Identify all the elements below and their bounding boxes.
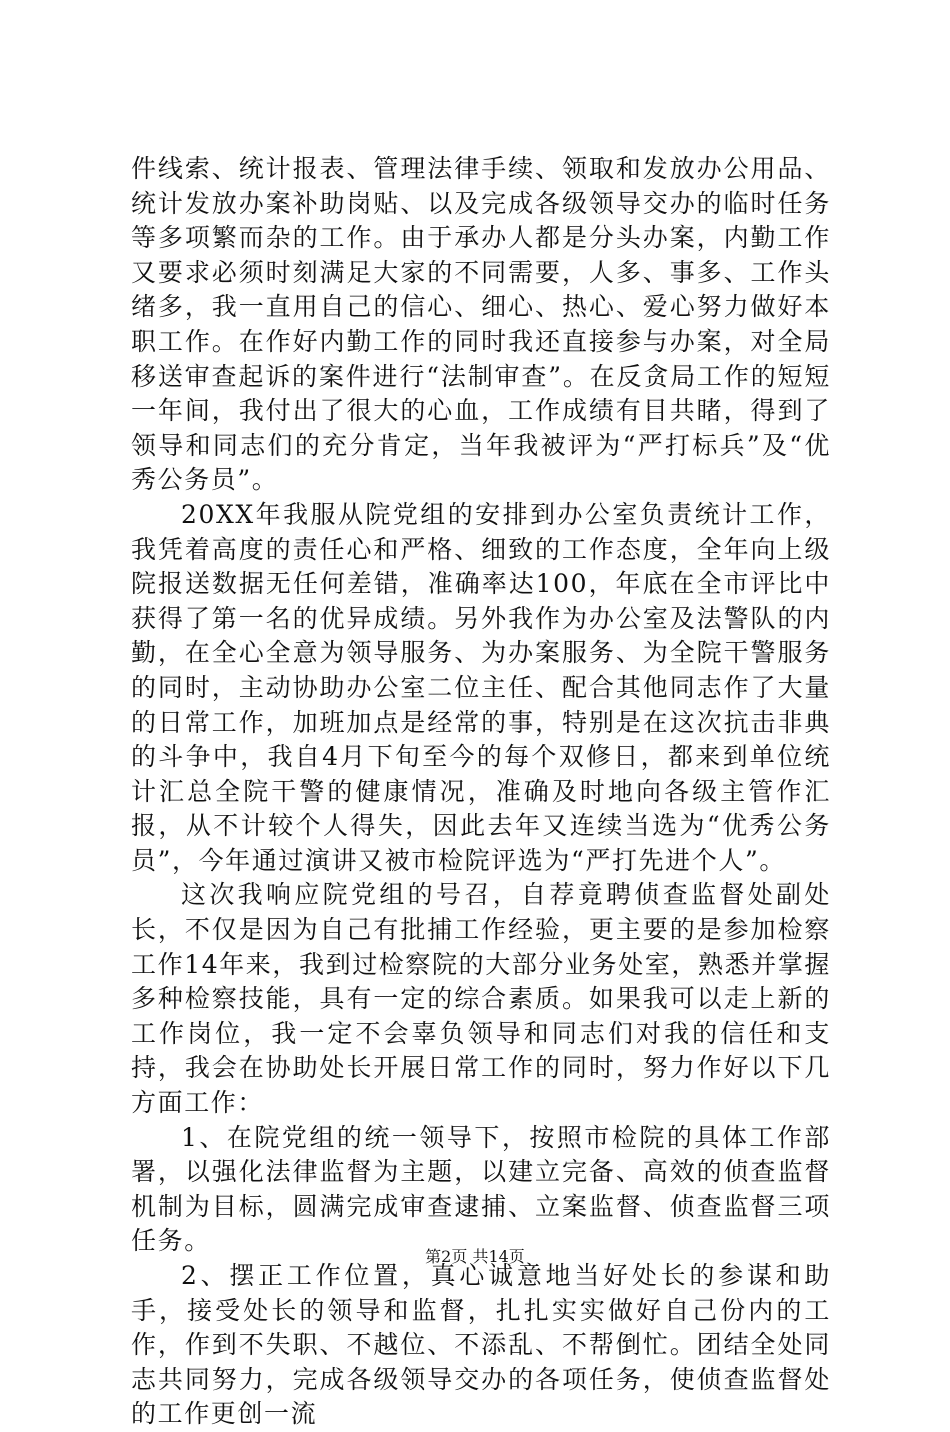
paragraph-4: 1、在院党组的统一领导下，按照市检院的具体工作部署，以强化法律监督为主题，以建立完备、高效的侦查监督机制为目标，圆满完成审查逮捕、立案监督、侦查监督三项任务。 bbox=[131, 1122, 831, 1256]
paragraph-5: 2、摆正工作位置，真心诚意地当好处长的参谋和助手，接受处长的领导和监督，扎扎实实做好自己份内的工作，作到不失职、不越位、不添乱、不帮倒忙。团结全处同志共同努力，完成各级领导交办的各项任务，使侦查监督处的工作更创一流 bbox=[131, 1261, 831, 1429]
page-number-footer: 第2页 共14页 bbox=[425, 1247, 525, 1266]
document-body bbox=[131, 152, 831, 1432]
paragraph-2: 20XX年我服从院党组的安排到办公室负责统计工作，我凭着高度的责任心和严格、细致的工作态度，全年向上级院报送数据无任何差错，准确率达100，年底在全市评比中获得了第一名的优异成绩。另外我作为办公室及法警队的内勤，在全心全意为领导服务、为办案服务、为全院干警服务的同时，主动协助办公室二位主任、配合其他同志作了大量的日常工作，加班加点是经常的事，特别是在这次抗击非典的斗争中，我自4月下旬至今的每个双修日，都来到单位统计汇总全院干警的健康情况，准确及时地向各级主管作汇报，从不计较个人得失，因此去年又连续当选为“优秀公务员”，今年通过演讲又被市检院评选为“严打先进个人”。 bbox=[131, 499, 831, 875]
paragraph-1: 件线索、统计报表、管理法律手续、领取和发放办公用品、统计发放办案补助岗贴、以及完成各级领导交办的临时任务等多项繁而杂的工作。由于承办人都是分头办案，内勤工作又要求必须时刻满足大家的不同需要，人多、事多、工作头绪多，我一直用自己的信心、细心、热心、爱心努力做好本职工作。在作好内勤工作的同时我还直接参与办案，对全局移送审查起诉的案件进行“法制审查”。在反贪局工作的短短一年间，我付出了很大的心血，工作成绩有目共睹，得到了领导和同志们的充分肯定，当年我被评为“严打标兵”及“优秀公务员”。 bbox=[131, 154, 831, 495]
paragraph-3: 这次我响应院党组的号召，自荐竟聘侦查监督处副处长，不仅是因为自己有批捕工作经验，更主要的是参加检察工作14年来，我到过检察院的大部分业务处室，熟悉并掌握多种检察技能，具有一定的综合素质。如果我可以走上新的工作岗位，我一定不会辜负领导和同志们对我的信任和支持，我会在协助处长开展日常工作的同时，努力作好以下几方面工作： bbox=[131, 880, 832, 1118]
